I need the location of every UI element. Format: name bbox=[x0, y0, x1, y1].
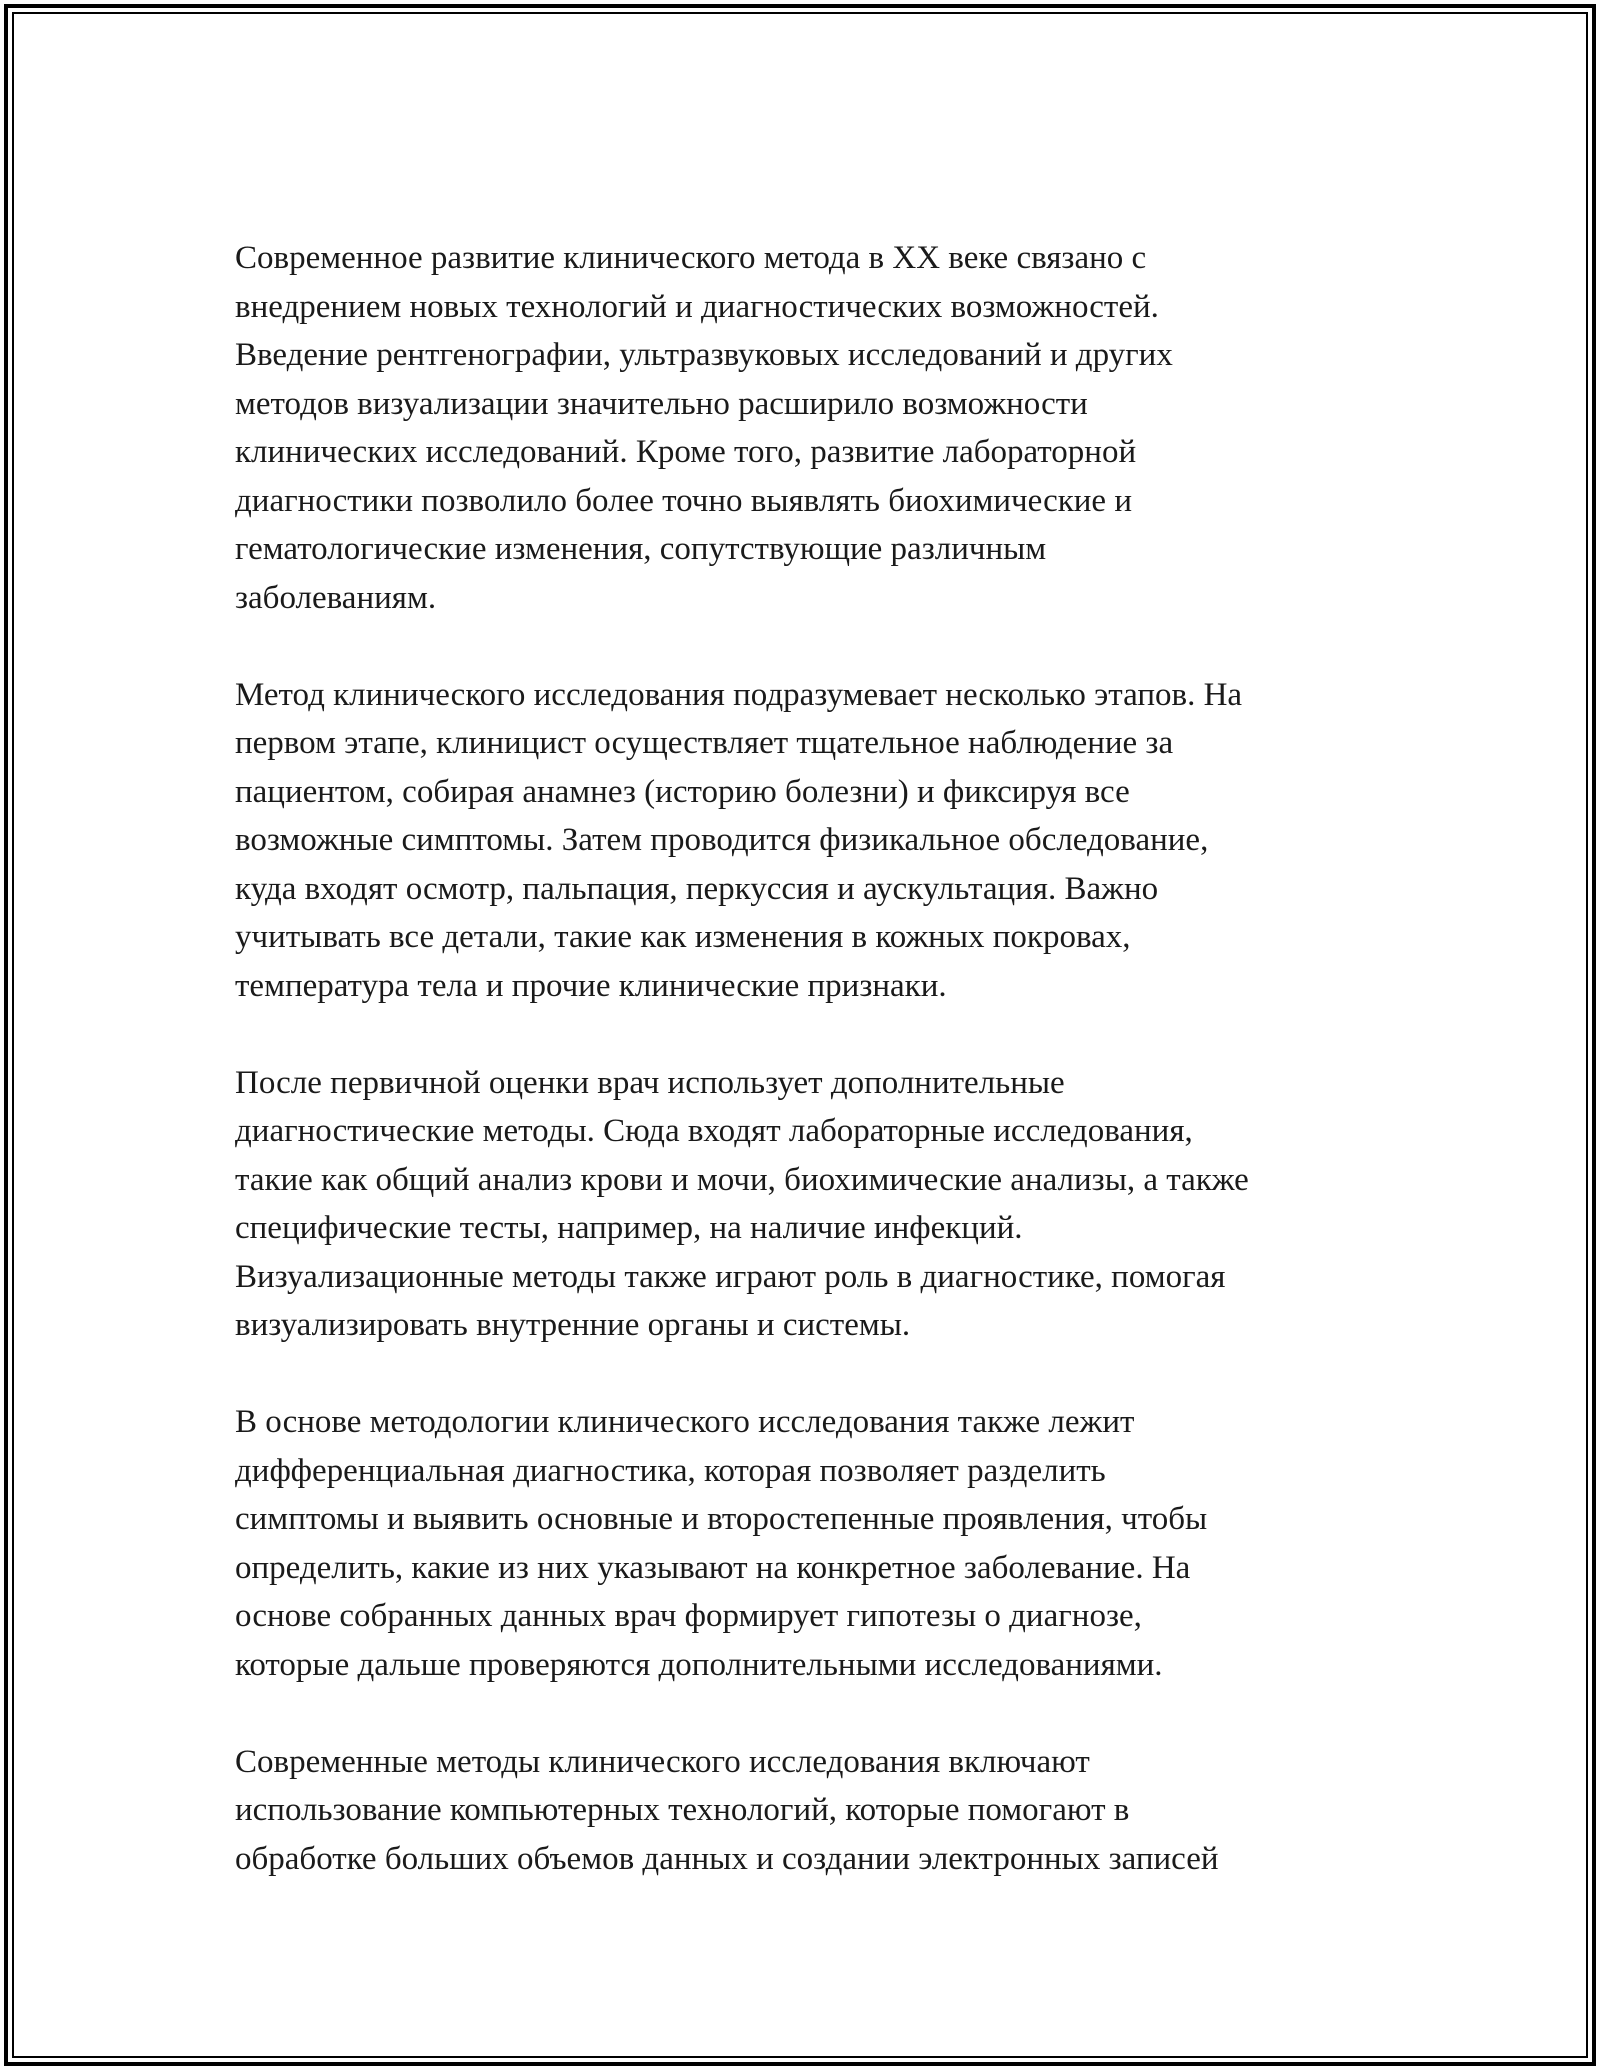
paragraph-3: После первичной оценки врач использует дополнительные диагностические методы. Сюда входят лабораторные исследования, такие как общий анализ крови и мочи, биохимические анализы, а также специфические тесты, например, на наличие инфекций. Визуализационные методы также играют роль в диагностике, помогая визуализировать внутренние органы и системы. bbox=[235, 1064, 1249, 1343]
paragraph-1: Современное развитие клинического метода в XX веке связано с внедрением новых технологий и диагностических возможностей. Введение рентгенографии, ультразвуковых исследований и других методов визуализации значительно расширило возможности клинических исследований. Кроме того, развитие лабораторной диагностики позволило более точно выявлять биохимические и гематологические изменения, сопутствующие различным заболеваниям. bbox=[235, 240, 1173, 616]
paragraph-4: В основе методологии клинического исследования также лежит дифференциальная диагностика, которая позволяет разделить симптомы и выявить основные и второстепенные проявления, чтобы определить, какие из них указывают на конкретное заболевание. На основе собранных данных врач формирует гипотезы о диагнозе, которые дальше проверяются дополнительными исследованиями. bbox=[235, 1404, 1208, 1683]
paragraph-5: Современные методы клинического исследования включают использование компьютерных технологий, которые помогают в обработке больших объемов данных и создании электронных записей bbox=[235, 1743, 1219, 1877]
paragraph-2: Метод клинического исследования подразумевает несколько этапов. На первом этапе, клиницист осуществляет тщательное наблюдение за пациентом, собирая анамнез (историю болезни) и фиксируя все возможные симптомы. Затем проводится физикальное обследование, куда входят осмотр, пальпация, перкуссия и аускультация. Важно учитывать все детали, такие как изменения в кожных покровах, температура тела и прочие клинические признаки. bbox=[235, 676, 1243, 1004]
document-body bbox=[235, 234, 1415, 1883]
